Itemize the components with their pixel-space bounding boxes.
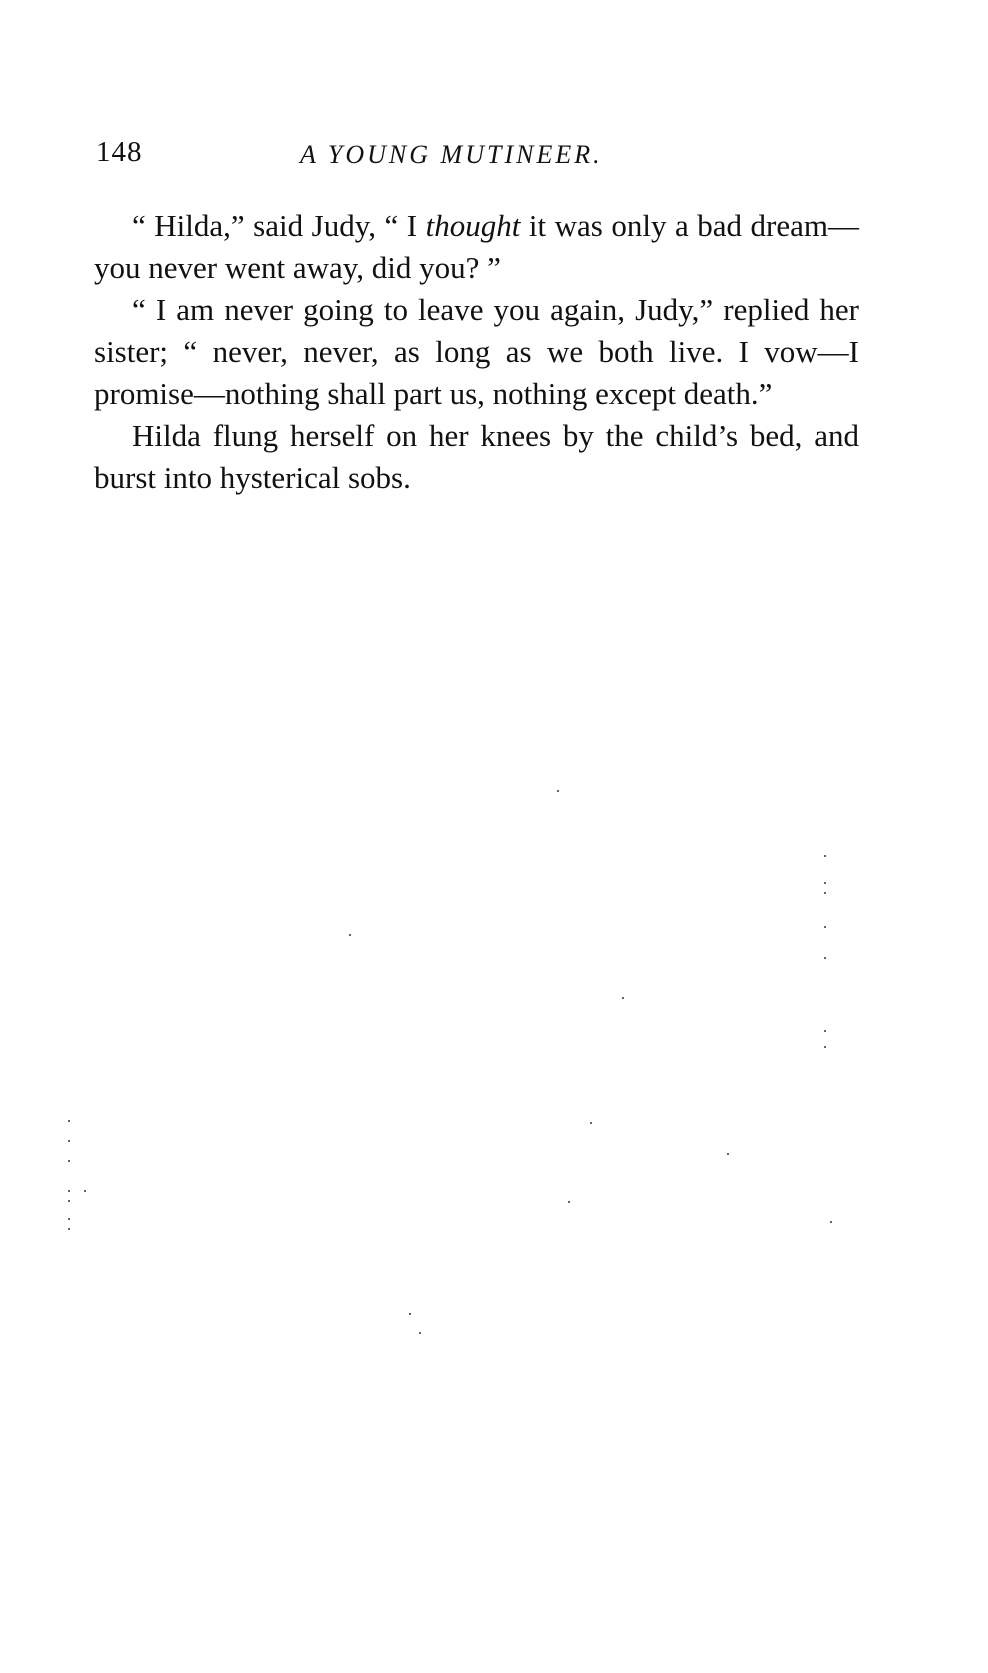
scan-speck [824, 1046, 826, 1048]
scan-speck [824, 892, 826, 894]
scan-speck [824, 957, 826, 959]
running-title: A YOUNG MUTINEER. [300, 140, 603, 169]
scan-speck [409, 1313, 411, 1315]
paragraph-1-text-start: “ Hilda,” said Judy, “ I [132, 208, 426, 243]
scan-speck [68, 1228, 70, 1230]
scan-speck [557, 790, 559, 792]
paragraph-1 [94, 205, 859, 289]
scan-speck [727, 1153, 729, 1155]
page-number: 148 [96, 136, 143, 168]
paragraph-1-text-end: it was only a bad dream—you never went away, did you? ” [94, 208, 859, 285]
scan-speck [568, 1201, 570, 1203]
scan-speck [68, 1190, 70, 1192]
scan-speck [824, 882, 826, 884]
page-header [96, 136, 856, 176]
paragraph-3: Hilda flung herself on her knees by the child’s bed, and burst into hysterical sobs. [94, 418, 859, 495]
scan-speck [830, 1221, 832, 1223]
paragraph-2: “ I am never going to leave you again, Judy,” replied her sister; “ never, never, as long as we both live. I vow—I promise—nothing shall part us, nothing except death.” [94, 292, 859, 411]
scan-speck [824, 926, 826, 928]
scan-speck [68, 1120, 70, 1122]
scan-speck [824, 1030, 826, 1032]
scan-speck [349, 934, 351, 936]
scan-speck [419, 1332, 421, 1334]
scan-speck [68, 1140, 70, 1142]
body-text [94, 205, 859, 499]
scan-speck [68, 1200, 70, 1202]
scan-speck [622, 997, 624, 999]
scan-speck [824, 855, 826, 857]
scan-speck [68, 1160, 70, 1162]
paragraph-1-emphasis: thought [425, 208, 521, 243]
scan-speck [590, 1122, 592, 1124]
scan-speck [84, 1190, 86, 1192]
scan-speck [68, 1218, 70, 1220]
